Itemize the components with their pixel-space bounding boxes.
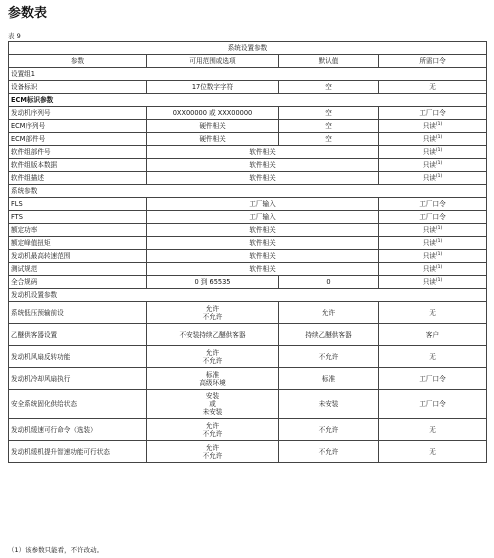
range-cell: 允许 不允许 — [147, 302, 279, 324]
default-cell: 0 — [279, 276, 379, 289]
footnote-marker: (1) — [435, 225, 443, 231]
table-row — [9, 81, 487, 94]
password-cell: 只读$^{(1)}$ — [379, 133, 487, 146]
password-cell: 无 — [379, 81, 487, 94]
password-cell: 工厂口令 — [379, 368, 487, 390]
param-cell: 额定功率 — [9, 224, 147, 237]
param-cell: 设备标识 — [9, 81, 147, 94]
range-cell: 软件相关 — [147, 250, 379, 263]
section-label: 系统参数 — [9, 185, 487, 198]
table-row — [9, 419, 487, 441]
footnote-marker: (1) — [435, 238, 443, 244]
password-cell: 只读$^{(1)}$ — [379, 224, 487, 237]
password-cell: 无 — [379, 441, 487, 463]
param-cell: ECM序列号 — [9, 120, 147, 133]
range-cell: 安装 或 未安装 — [147, 390, 279, 419]
section-row — [9, 289, 487, 302]
range-cell: 允许 不允许 — [147, 419, 279, 441]
default-cell: 允许 — [279, 302, 379, 324]
table-row — [9, 211, 487, 224]
default-cell: 不允许 — [279, 441, 379, 463]
password-cell: 只读$^{(1)}$ — [379, 159, 487, 172]
section-row — [9, 185, 487, 198]
param-cell: 发动机序列号 — [9, 107, 147, 120]
password-cell: 只读$^{(1)}$ — [379, 276, 487, 289]
param-cell: 发动机风扇反转功能 — [9, 346, 147, 368]
range-cell: 软件相关 — [147, 172, 379, 185]
footnote-marker: (1) — [435, 264, 443, 270]
param-cell: ECM部件号 — [9, 133, 147, 146]
range-cell: 不安装持续乙醚供客器 — [147, 324, 279, 346]
table-row — [9, 263, 487, 276]
table-label: 表 9 — [8, 32, 21, 40]
range-cell: 17位数字字符 — [147, 81, 279, 94]
table-caption: 系统设置参数 — [9, 42, 487, 55]
param-cell: 全合规码 — [9, 276, 147, 289]
table-row — [9, 146, 487, 159]
param-cell: FLS — [9, 198, 147, 211]
param-cell: 软件组版本数据 — [9, 159, 147, 172]
table-row — [9, 237, 487, 250]
table-row — [9, 133, 487, 146]
table-row — [9, 120, 487, 133]
footnote-marker: (1) — [435, 121, 443, 127]
param-cell: 安全系统固化供给状态 — [9, 390, 147, 419]
password-cell: 工厂口令 — [379, 211, 487, 224]
table-row — [9, 250, 487, 263]
table-row — [9, 441, 487, 463]
range-cell: 标准 高级环境 — [147, 368, 279, 390]
param-cell: 软件组描述 — [9, 172, 147, 185]
table-row — [9, 159, 487, 172]
section-label: 设置组1 — [9, 68, 487, 81]
default-cell: 空 — [279, 133, 379, 146]
table-row — [9, 302, 487, 324]
param-cell: 乙醚供客器设置 — [9, 324, 147, 346]
range-cell: 工厂输入 — [147, 211, 379, 224]
range-cell: 软件相关 — [147, 146, 379, 159]
table-body — [9, 68, 487, 463]
table-row — [9, 107, 487, 120]
footnote-marker: (1) — [435, 160, 443, 166]
table-row — [9, 390, 487, 419]
range-cell: 0 到 65535 — [147, 276, 279, 289]
param-cell: 系统低压预输前设 — [9, 302, 147, 324]
param-cell: 测试规范 — [9, 263, 147, 276]
range-cell: 硬件相关 — [147, 120, 279, 133]
column-header: 默认值 — [279, 55, 379, 68]
footnote-marker: (1) — [435, 251, 443, 257]
password-cell: 无 — [379, 302, 487, 324]
param-cell: 发动机冷却风扇执行 — [9, 368, 147, 390]
section-row — [9, 68, 487, 81]
password-cell: 无 — [379, 419, 487, 441]
column-header: 所需口令 — [379, 55, 487, 68]
table-row — [9, 276, 487, 289]
default-cell: 空 — [279, 107, 379, 120]
password-cell: 工厂口令 — [379, 390, 487, 419]
column-header: 参数 — [9, 55, 147, 68]
range-cell: 软件相关 — [147, 263, 379, 276]
footnote-marker: (1) — [435, 147, 443, 153]
footnote-marker: (1) — [435, 173, 443, 179]
default-cell: 未安装 — [279, 390, 379, 419]
param-cell: FTS — [9, 211, 147, 224]
param-cell: 发动机最高转速范围 — [9, 250, 147, 263]
range-cell: 软件相关 — [147, 237, 379, 250]
password-cell: 工厂口令 — [379, 107, 487, 120]
table-row — [9, 346, 487, 368]
footnote-marker: (1) — [435, 277, 443, 283]
parameter-table — [8, 41, 487, 463]
column-header: 可用范围或选项 — [147, 55, 279, 68]
password-cell: 客户 — [379, 324, 487, 346]
password-cell: 只读$^{(1)}$ — [379, 263, 487, 276]
section-label: ECM标识参数 — [9, 94, 487, 107]
default-cell: 标准 — [279, 368, 379, 390]
default-cell: 空 — [279, 120, 379, 133]
password-cell: 只读$^{(1)}$ — [379, 237, 487, 250]
section-label: 发动机设置参数 — [9, 289, 487, 302]
password-cell: 只读$^{(1)}$ — [379, 172, 487, 185]
password-cell: 只读$^{(1)}$ — [379, 250, 487, 263]
param-cell: 发动机缓速可行命令（选装） — [9, 419, 147, 441]
range-cell: 0XX00000 或 XXX00000 — [147, 107, 279, 120]
page-title: 参数表 — [8, 6, 48, 21]
range-cell: 工厂输入 — [147, 198, 379, 211]
range-cell: 软件相关 — [147, 224, 379, 237]
param-cell: 额定峰值扭矩 — [9, 237, 147, 250]
default-cell: 持续乙醚供客器 — [279, 324, 379, 346]
table-row — [9, 172, 487, 185]
range-cell: 软件相关 — [147, 159, 379, 172]
password-cell: 只读$^{(1)}$ — [379, 146, 487, 159]
table-row — [9, 224, 487, 237]
footnote: （1）该参数只能看，不许改动。 — [8, 546, 104, 554]
range-cell: 硬件相关 — [147, 133, 279, 146]
password-cell: 无 — [379, 346, 487, 368]
section-row — [9, 94, 487, 107]
param-cell: 发动机缓机提升智速功能可行状态 — [9, 441, 147, 463]
password-cell: 只读$^{(1)}$ — [379, 120, 487, 133]
table-row — [9, 324, 487, 346]
default-cell: 空 — [279, 81, 379, 94]
param-cell: 软件组部件号 — [9, 146, 147, 159]
range-cell: 允许 不允许 — [147, 346, 279, 368]
range-cell: 允许 不允许 — [147, 441, 279, 463]
default-cell: 不允许 — [279, 419, 379, 441]
password-cell: 工厂口令 — [379, 198, 487, 211]
table-row — [9, 198, 487, 211]
footnote-marker: (1) — [435, 134, 443, 140]
table-row — [9, 368, 487, 390]
default-cell: 不允许 — [279, 346, 379, 368]
